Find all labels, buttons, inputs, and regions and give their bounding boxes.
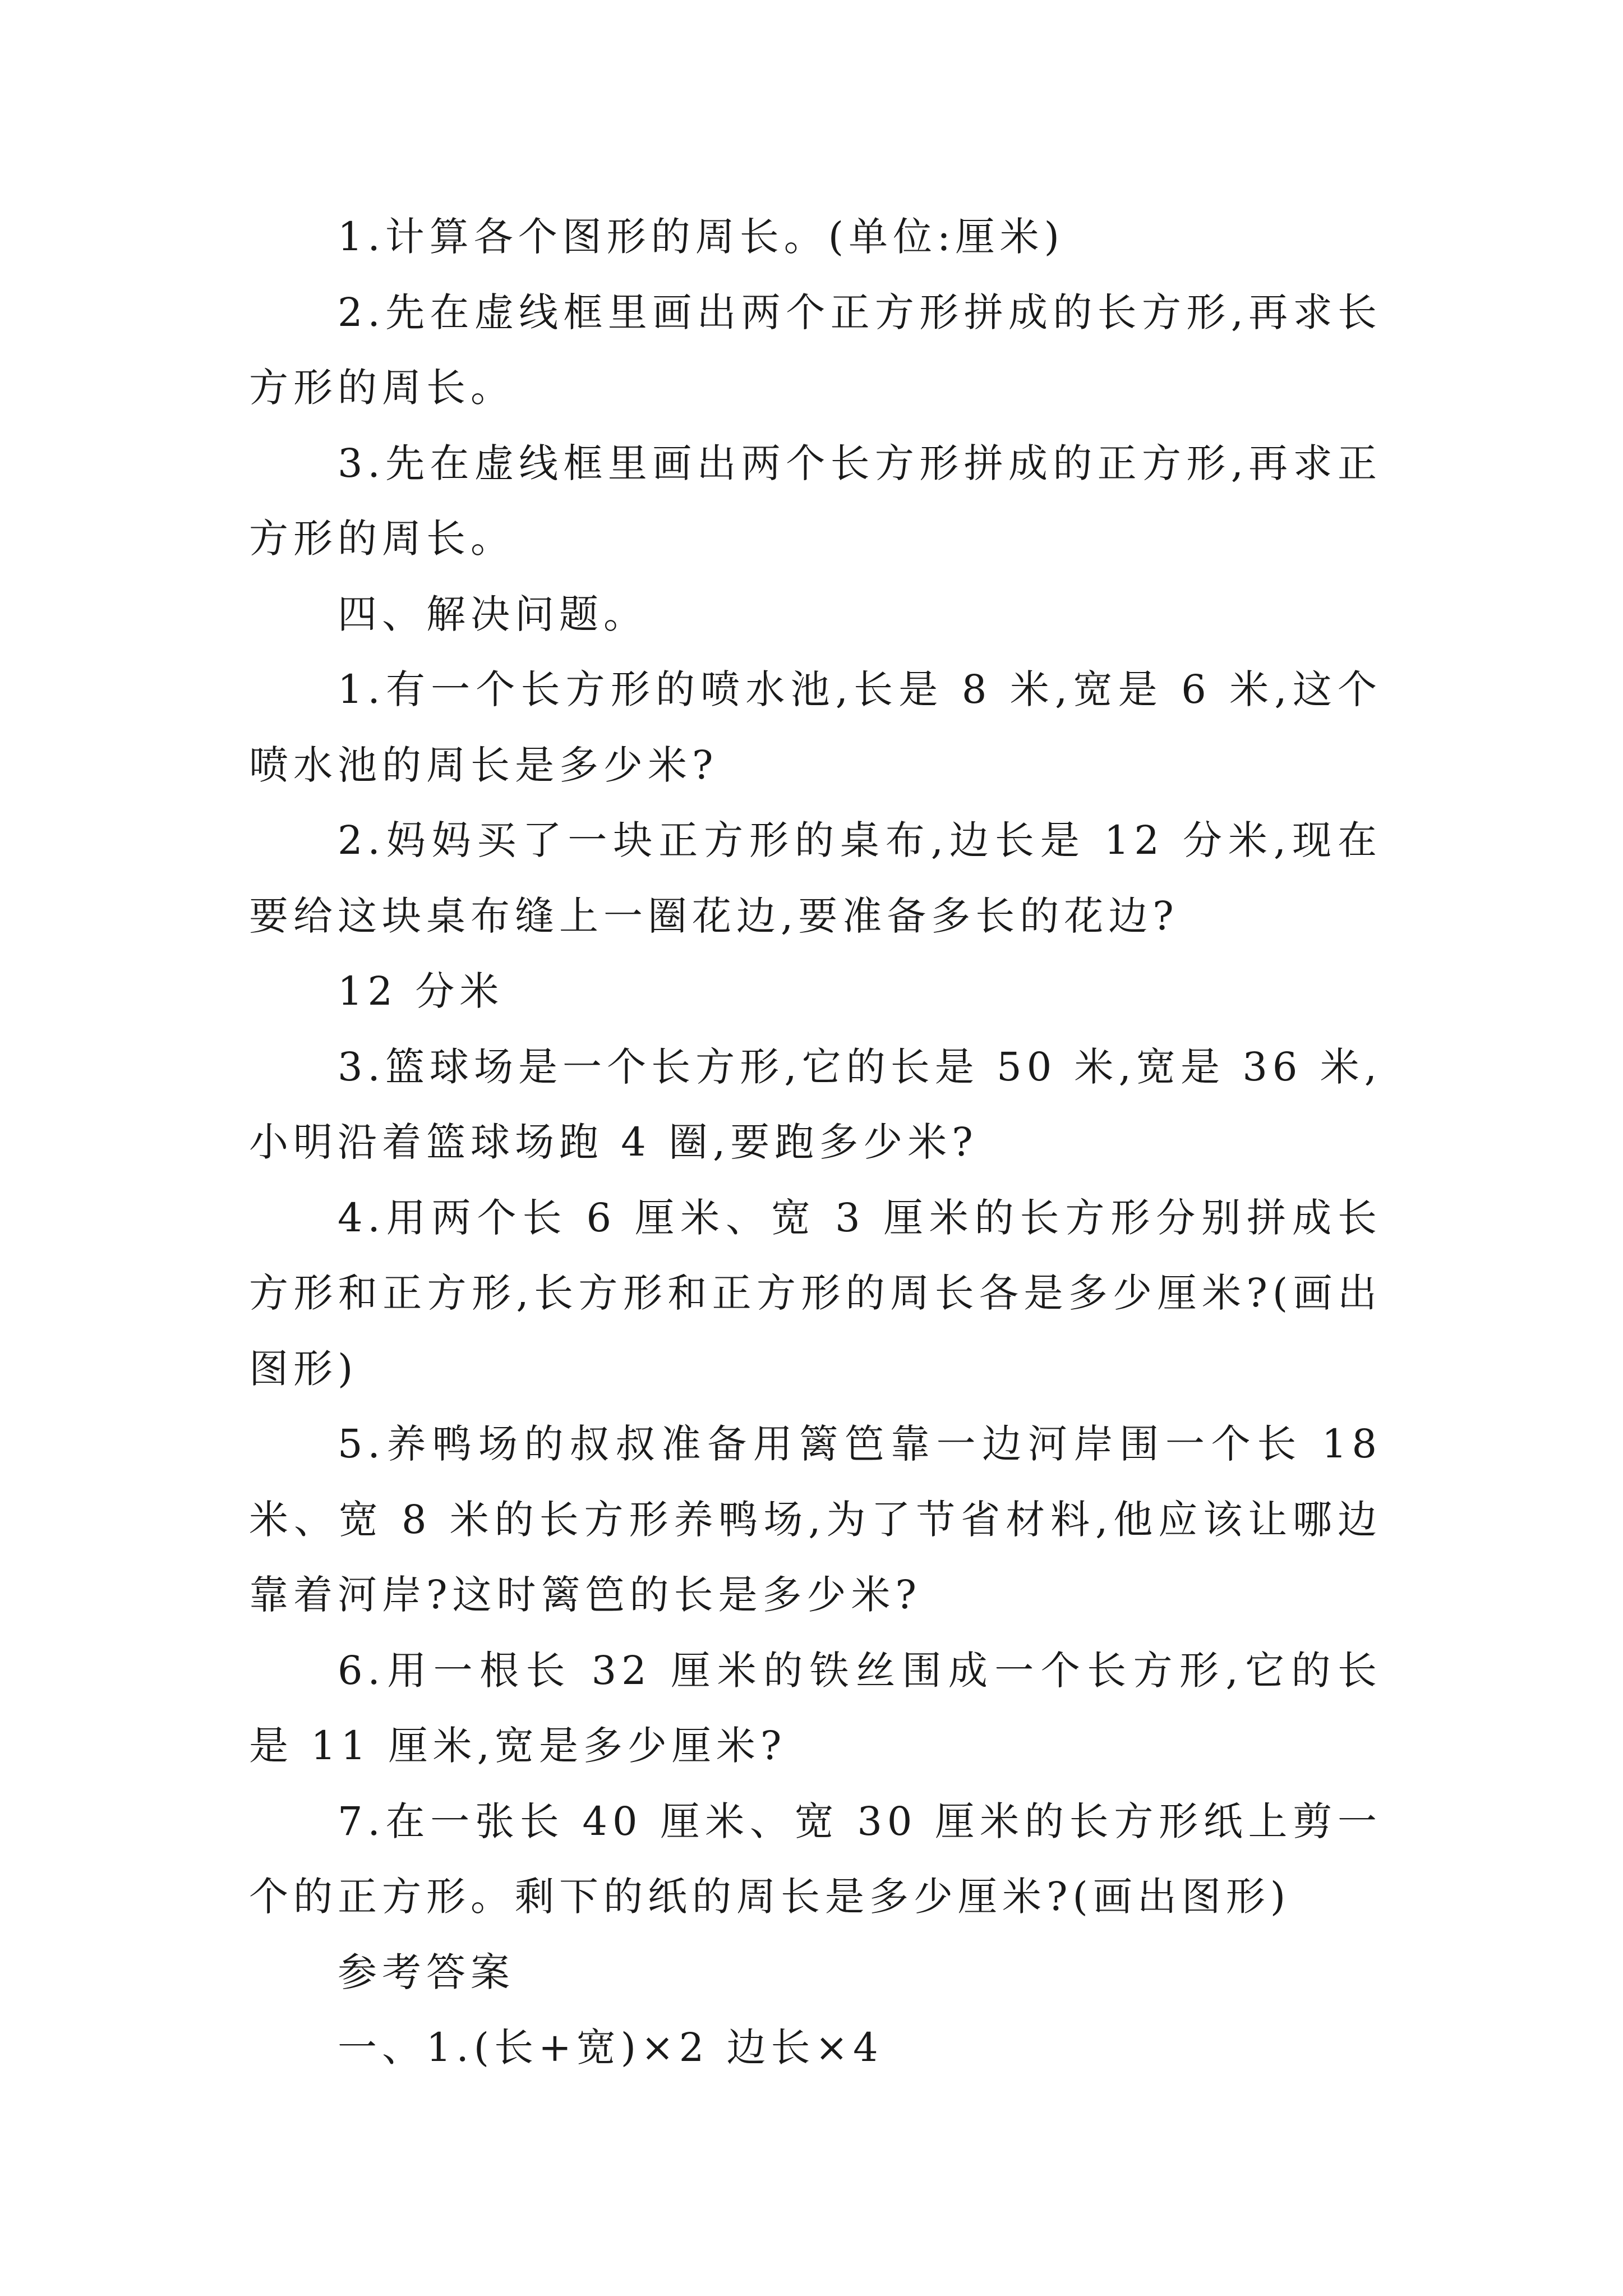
exercise-instruction: 2.先在虚线框里画出两个正方形拼成的长方形,再求长方形的周长。 bbox=[249, 289, 1382, 411]
exercise-instruction: 3.先在虚线框里画出两个长方形拼成的正方形,再求正方形的周长。 bbox=[249, 440, 1382, 562]
word-problem: 3.篮球场是一个长方形,它的长是 50 米,宽是 36 米,小明沿着篮球场跑 4 圈,要跑多少米? bbox=[249, 1043, 1382, 1165]
word-problem: 6.用一根长 32 厘米的铁丝围成一个长方形,它的长是 11 厘米,宽是多少厘米? bbox=[249, 1647, 1382, 1769]
word-problem: 4.用两个长 6 厘米、宽 3 厘米的长方形分别拼成长方形和正方形,长方形和正方形的周长各是多少厘米?(画出图形) bbox=[249, 1194, 1382, 1392]
answer-line: 一、1.(长+宽)×2 边长×4 bbox=[338, 2024, 883, 2070]
section-heading: 四、解决问题。 bbox=[338, 591, 648, 637]
figure-label: 12 分米 bbox=[338, 968, 504, 1014]
word-problem: 7.在一张长 40 厘米、宽 30 厘米的长方形纸上剪一个的正方形。剩下的纸的周长是多少厘米?(画出图形) bbox=[249, 1798, 1382, 1920]
exercise-instruction: 1.计算各个图形的周长。(单位:厘米) bbox=[338, 214, 1064, 260]
word-problem: 2.妈妈买了一块正方形的桌布,边长是 12 分米,现在要给这块桌布缝上一圈花边,要准备多长的花边? bbox=[249, 817, 1382, 939]
word-problem: 1.有一个长方形的喷水池,长是 8 米,宽是 6 米,这个喷水池的周长是多少米? bbox=[249, 666, 1382, 788]
answer-key-heading: 参考答案 bbox=[338, 1949, 515, 1995]
document-body bbox=[249, 199, 1382, 2086]
word-problem: 5.养鸭场的叔叔准备用篱笆靠一边河岸围一个长 18 米、宽 8 米的长方形养鸭场,为了节省材料,他应该让哪边靠着河岸?这时篱笆的长是多少米? bbox=[249, 1421, 1382, 1618]
